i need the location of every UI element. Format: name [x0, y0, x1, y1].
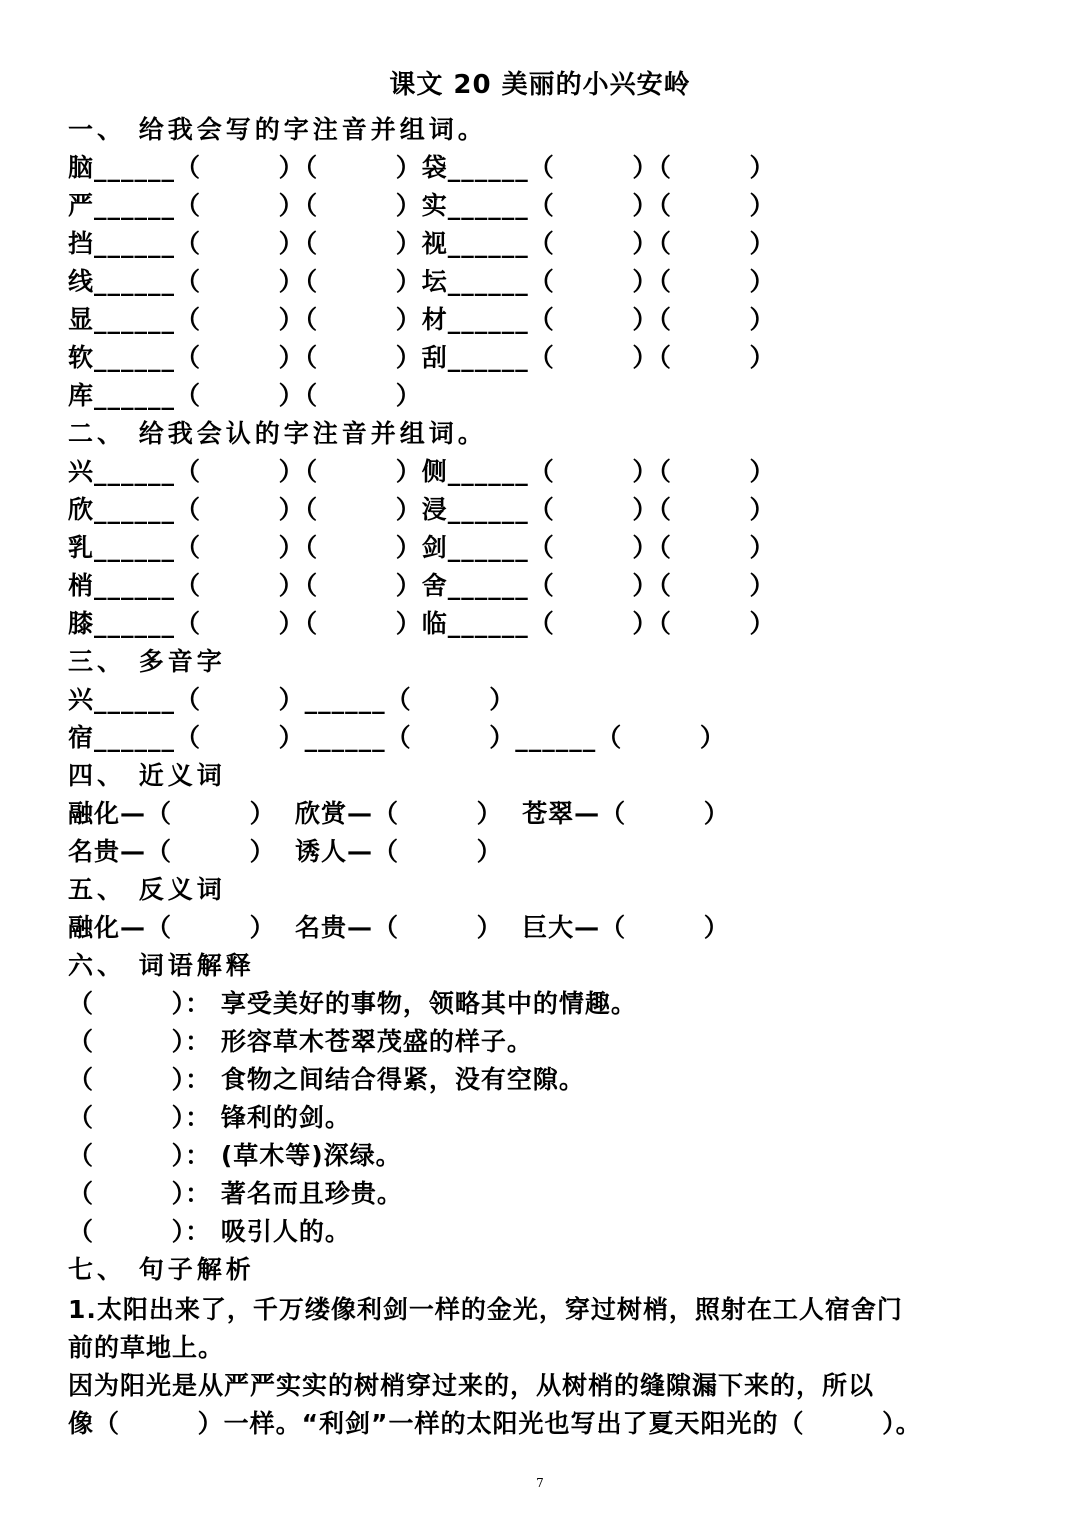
- sentence-line: 1.太阳出来了，千万缕像利剑一样的金光，穿过树梢，照射在工人宿舍门: [68, 1295, 903, 1324]
- definition-line: （ ）： 享受美好的事物，领略其中的情趣。: [68, 989, 637, 1018]
- section-heading-1: 一、 给我会写的字注音并组词。: [68, 115, 487, 144]
- definition-line: （ ）： 形容草木苍翠茂盛的样子。: [68, 1027, 533, 1056]
- exercise-line: 欣______（ ）（ ）浸______（ ）（ ）: [68, 495, 776, 524]
- exercise-line: 库______（ ）（ ）: [68, 381, 422, 410]
- exercise-line: 膝______（ ）（ ）临______（ ）（ ）: [68, 609, 776, 638]
- exercise-line: 兴______（ ）（ ）侧______（ ）（ ）: [68, 457, 776, 486]
- exercise-line: 宿______（ ）______（ ）______（ ）: [68, 723, 726, 752]
- exercise-line: 软______（ ）（ ）刮______（ ）（ ）: [68, 343, 776, 372]
- section-heading-4: 四、 近义词: [68, 761, 226, 790]
- exercise-line: 梢______（ ）（ ）舍______（ ）（ ）: [68, 571, 776, 600]
- exercise-line: 乳______（ ）（ ）剑______（ ）（ ）: [68, 533, 776, 562]
- section-heading-7: 七、 句子解析: [68, 1255, 255, 1284]
- definition-line: （ ）： 吸引人的。: [68, 1217, 351, 1246]
- page-number: 7: [536, 1476, 544, 1490]
- section-heading-6: 六、 词语解释: [68, 951, 255, 980]
- exercise-line: 脑______（ ）（ ）袋______（ ）（ ）: [68, 153, 776, 182]
- exercise-line: 线______（ ）（ ）坛______（ ）（ ）: [68, 267, 776, 296]
- section-heading-5: 五、 反义词: [68, 875, 226, 904]
- sentence-line: 像（ ）一样。“利剑”一样的太阳光也写出了夏天阳光的（ ）。: [68, 1409, 922, 1438]
- exercise-line: 兴______（ ）______（ ）: [68, 685, 516, 714]
- section-heading-3: 三、 多音字: [68, 647, 226, 676]
- definition-line: （ ）： 食物之间结合得紧，没有空隙。: [68, 1065, 585, 1094]
- sentence-line: 前的草地上。: [68, 1333, 225, 1362]
- exercise-line: 融化—（ ） 名贵—（ ） 巨大—（ ）: [68, 913, 730, 942]
- section-heading-2: 二、 给我会认的字注音并组词。: [68, 419, 487, 448]
- exercise-line: 名贵—（ ） 诱人—（ ）: [68, 837, 503, 866]
- exercise-line: 融化—（ ） 欣赏—（ ） 苍翠—（ ）: [68, 799, 730, 828]
- definition-line: （ ）： (草木等)深绿。: [68, 1141, 402, 1170]
- exercise-line: 挡______（ ）（ ）视______（ ）（ ）: [68, 229, 776, 258]
- definition-line: （ ）： 著名而且珍贵。: [68, 1179, 403, 1208]
- definition-line: （ ）： 锋利的剑。: [68, 1103, 351, 1132]
- page-title: 课文 20 美丽的小兴安岭: [389, 70, 691, 100]
- sentence-line: 因为阳光是从严严实实的树梢穿过来的，从树梢的缝隙漏下来的，所以: [68, 1371, 875, 1400]
- exercise-line: 严______（ ）（ ）实______（ ）（ ）: [68, 191, 776, 220]
- exercise-line: 显______（ ）（ ）材______（ ）（ ）: [68, 305, 776, 334]
